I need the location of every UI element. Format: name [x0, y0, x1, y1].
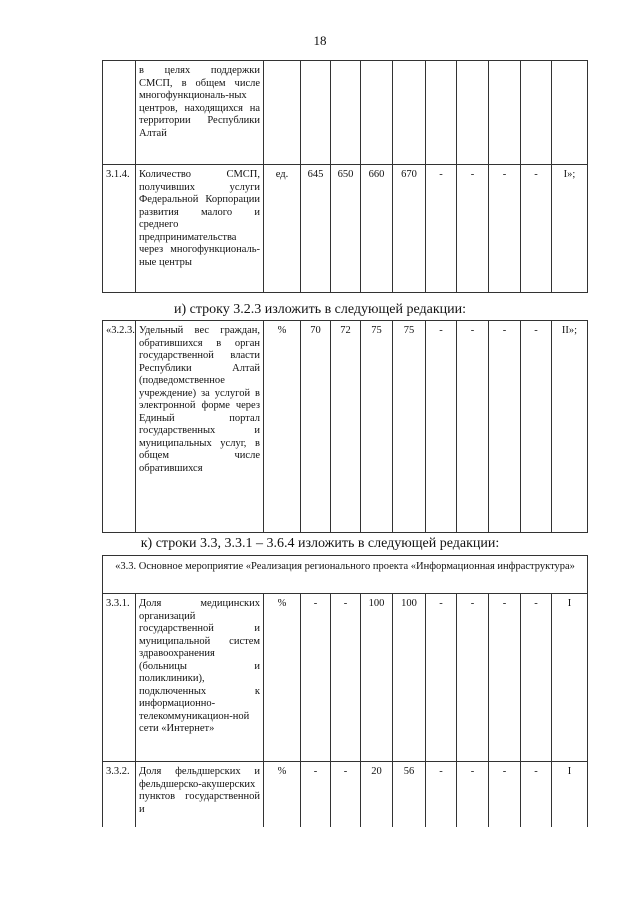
row-number: «3.2.3. [103, 321, 136, 533]
value-cell: - [426, 594, 457, 762]
row-number: 3.3.2. [103, 762, 136, 827]
value-cell: - [521, 165, 552, 293]
source-cell: I [552, 594, 588, 762]
value-cell: - [426, 165, 457, 293]
indicator-name: Удельный вес граждан, обратившихся в орган государственной власти Республики Алтай (подведомственное учреждение) за услугой в электронной форме через Единый портал государственных и муниципальных услуг, в общем числе обратившихся [136, 321, 264, 533]
table-row [103, 61, 588, 165]
value-cell: 100 [393, 594, 426, 762]
value-cell [521, 61, 552, 165]
value-cell [393, 61, 426, 165]
page-number: 18 [313, 33, 327, 48]
unit-cell: % [264, 321, 301, 533]
unit-cell [264, 61, 301, 165]
indicator-name: Доля фельдшерских и фельдшерско-акушерских пунктов государственной и [136, 762, 264, 827]
table-row [103, 762, 588, 827]
value-cell [489, 61, 521, 165]
section-row [103, 556, 588, 594]
amendment-heading-k: к) строки 3.3, 3.3.1 – 3.6.4 изложить в следующей редакции: [140, 536, 500, 551]
indicator-name: в целях поддержки СМСП, в общем числе многофункциональ-ных центров, находящихся на территории Республики Алтай [136, 61, 264, 165]
value-cell: 75 [361, 321, 393, 533]
value-cell: - [331, 594, 361, 762]
value-cell: - [426, 321, 457, 533]
value-cell: 56 [393, 762, 426, 827]
table-row [103, 165, 588, 293]
source-cell: I»; [552, 165, 588, 293]
indicators-table-1 [102, 60, 588, 293]
table-row [103, 594, 588, 762]
value-cell: - [489, 321, 521, 533]
value-cell [457, 61, 489, 165]
unit-cell: ед. [264, 165, 301, 293]
value-cell: - [521, 321, 552, 533]
indicators-table-2 [102, 320, 588, 533]
row-number: 3.3.1. [103, 594, 136, 762]
indicator-name: Доля медицинских организаций государственной и муниципальной систем здравоохранения (больницы и поликлиники), подключенных к информационно-телекоммуникацион-ной сети «Интернет» [136, 594, 264, 762]
value-cell: - [301, 594, 331, 762]
value-cell: - [457, 321, 489, 533]
indicator-name: Количество СМСП, получивших услуги Федеральной Корпорации развития малого и среднего предпринимательства через многофункциональ-ные центры [136, 165, 264, 293]
table-row [103, 321, 588, 533]
value-cell [426, 61, 457, 165]
value-cell: - [489, 165, 521, 293]
value-cell: 650 [331, 165, 361, 293]
value-cell: 75 [393, 321, 426, 533]
source-cell [552, 61, 588, 165]
value-cell: - [489, 594, 521, 762]
value-cell: 72 [331, 321, 361, 533]
indicators-table-3 [102, 555, 588, 827]
value-cell: - [301, 762, 331, 827]
source-cell: II»; [552, 321, 588, 533]
unit-cell: % [264, 594, 301, 762]
value-cell: - [331, 762, 361, 827]
value-cell: - [489, 762, 521, 827]
value-cell: 20 [361, 762, 393, 827]
value-cell [301, 61, 331, 165]
value-cell: - [457, 594, 489, 762]
source-cell: I [552, 762, 588, 827]
amendment-heading-i: и) строку 3.2.3 изложить в следующей редакции: [173, 302, 467, 317]
value-cell: 645 [301, 165, 331, 293]
value-cell [361, 61, 393, 165]
value-cell: 660 [361, 165, 393, 293]
value-cell [331, 61, 361, 165]
row-number: 3.1.4. [103, 165, 136, 293]
value-cell: - [457, 762, 489, 827]
section-title: «3.3. Основное мероприятие «Реализация регионального проекта «Информационная инфраструктура» [103, 556, 588, 594]
value-cell: 670 [393, 165, 426, 293]
value-cell: - [521, 594, 552, 762]
value-cell: 70 [301, 321, 331, 533]
unit-cell: % [264, 762, 301, 827]
value-cell: 100 [361, 594, 393, 762]
row-number [103, 61, 136, 165]
value-cell: - [426, 762, 457, 827]
value-cell: - [521, 762, 552, 827]
value-cell: - [457, 165, 489, 293]
